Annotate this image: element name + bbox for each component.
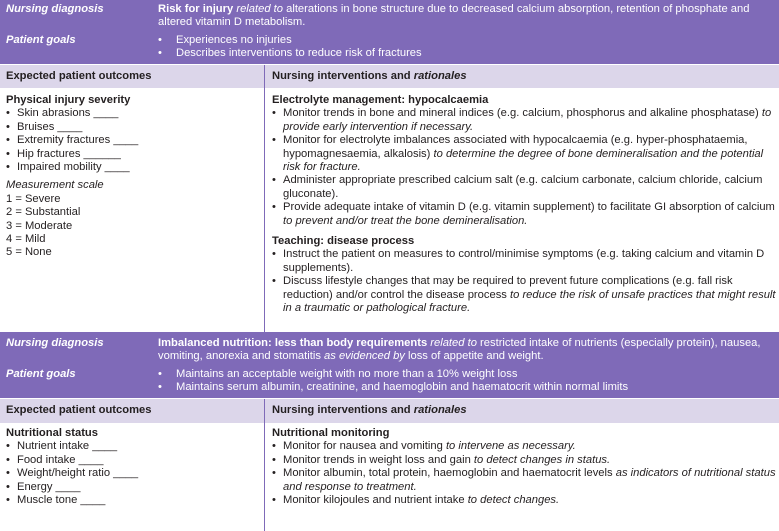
outcome-item: • Food intake ____ [6, 454, 264, 467]
outcome-item: • Hip fractures ______ [6, 148, 264, 161]
goals-label: Patient goals [6, 34, 76, 46]
scale-item: 2 = Substantial [6, 206, 81, 219]
nursing-diagnosis-1 [0, 0, 779, 64]
outcome-list [6, 440, 264, 507]
interventions-header-text: Nursing interventions and [272, 404, 411, 416]
goals-label: Patient goals [6, 368, 76, 380]
column-header-1 [0, 64, 779, 88]
goal-item: • Describes interventions to reduce risk of fractures [158, 47, 773, 60]
intervention-title: Electrolyte management: hypocalcaemia [272, 94, 489, 106]
interventions-header [264, 399, 779, 423]
nursing-diagnosis-2 [0, 332, 779, 398]
intervention-item: • Monitor kilojoules and nutrient intake to detect changes. [272, 494, 779, 507]
intervention-item: • Monitor for nausea and vomiting to intervene as necessary. [272, 440, 779, 453]
diagnosis-text: restricted intake of nutrients (especially protein), nausea, vomiting, anorexia and stomatitis [158, 337, 761, 363]
outcome-list [6, 107, 264, 174]
intervention-item: • Instruct the patient on measures to control/minimise symptoms (e.g. taking calcium and vitamin D supplements). [272, 248, 779, 275]
diagnosis-label: Nursing diagnosis [6, 337, 104, 349]
intervention-item: • Monitor trends in bone and mineral indices (e.g. calcium, phosphorus and alkaline phosphatase) to provide early intervention if necessary. [272, 107, 779, 134]
intervention-item: • Administer appropriate prescribed calcium salt (e.g. calcium carbonate, calcium chloride, calcium gluconate). [272, 174, 779, 201]
patient-goals-list [158, 34, 773, 61]
outcome-item: • Extremity fractures ____ [6, 134, 264, 147]
diagnosis-statement [158, 3, 773, 30]
interventions-column-2 [264, 423, 779, 531]
outcomes-header: Expected patient outcomes [6, 404, 152, 416]
rationales-header-text: rationales [413, 404, 467, 416]
intervention-item: • Discuss lifestyle changes that may be required to prevent future complications (e.g. fall risk reduction) and/or control the disease process to reduce the risk of unsafe practices that might result in a traumatic or pathological fracture. [272, 275, 779, 315]
intervention-item: • Monitor for electrolyte imbalances associated with hypocalcaemia (e.g. hyper-phosphataemia, hypomagnesaemia, alkalosis) to determine the degree of bone demineralisation and the potential risk for fracture. [272, 134, 779, 174]
diagnosis-label: Nursing diagnosis [6, 3, 104, 15]
outcome-item: • Skin abrasions ____ [6, 107, 264, 120]
scale-item: 1 = Severe [6, 192, 61, 205]
goal-item: • Maintains an acceptable weight with no more than a 10% weight loss [158, 368, 773, 381]
intervention-list [272, 107, 779, 228]
outcomes-header: Expected patient outcomes [6, 70, 152, 82]
related-to: related to [430, 337, 477, 349]
rationales-header-text: rationales [413, 70, 467, 82]
diagnosis-statement [158, 337, 773, 364]
intervention-title: Nutritional monitoring [272, 427, 390, 439]
outcome-item: • Impaired mobility ____ [6, 161, 264, 174]
diagnosis-text: alterations in bone structure due to decreased calcium absorption, retention of phosphate and altered vitamin D metabolism. [158, 3, 750, 29]
scale-item: 5 = None [6, 246, 52, 259]
interventions-header-text: Nursing interventions and [272, 70, 411, 82]
goal-item: • Maintains serum albumin, creatinine, and haemoglobin and haematocrit within normal limits [158, 381, 773, 394]
outcomes-column-2 [0, 423, 264, 531]
interventions-column-1 [264, 88, 779, 332]
interventions-header [264, 65, 779, 88]
diagnosis-title: Imbalanced nutrition: less than body requirements [158, 337, 428, 349]
outcome-title: Nutritional status [6, 427, 98, 439]
scale-item: 4 = Mild [6, 233, 46, 246]
plan-body-2 [0, 423, 779, 531]
diagnosis-text: loss of appetite and weight. [408, 350, 544, 363]
patient-goals-list [158, 368, 773, 395]
evidenced-by: as evidenced by [324, 350, 405, 363]
goal-item: • Experiences no injuries [158, 34, 773, 47]
intervention-item: • Monitor albumin, total protein, haemoglobin and haematocrit levels as indicators of nutritional status and response to treatment. [272, 467, 779, 494]
outcome-item: • Muscle tone ____ [6, 494, 264, 507]
scale-item: 3 = Moderate [6, 219, 73, 232]
intervention-item: • Monitor trends in weight loss and gain to detect changes in status. [272, 454, 779, 467]
outcome-title: Physical injury severity [6, 94, 131, 106]
outcomes-column-1 [0, 88, 264, 332]
outcome-item: • Energy ____ [6, 481, 264, 494]
related-to: related to [236, 3, 283, 15]
intervention-list [272, 248, 779, 315]
outcome-item: • Bruises ____ [6, 121, 264, 134]
plan-body-1 [0, 88, 779, 332]
measurement-scale-title: Measurement scale [6, 179, 104, 192]
column-header-2 [0, 398, 779, 423]
outcome-item: • Nutrient intake ____ [6, 440, 264, 453]
intervention-item: • Provide adequate intake of vitamin D (e.g. vitamin supplement) to facilitate GI absorption of calcium to prevent and/or treat the bone demineralisation. [272, 201, 779, 228]
intervention-list [272, 440, 779, 507]
diagnosis-title: Risk for injury [158, 3, 234, 15]
outcome-item: • Weight/height ratio ____ [6, 467, 264, 480]
intervention-title: Teaching: disease process [272, 235, 415, 248]
